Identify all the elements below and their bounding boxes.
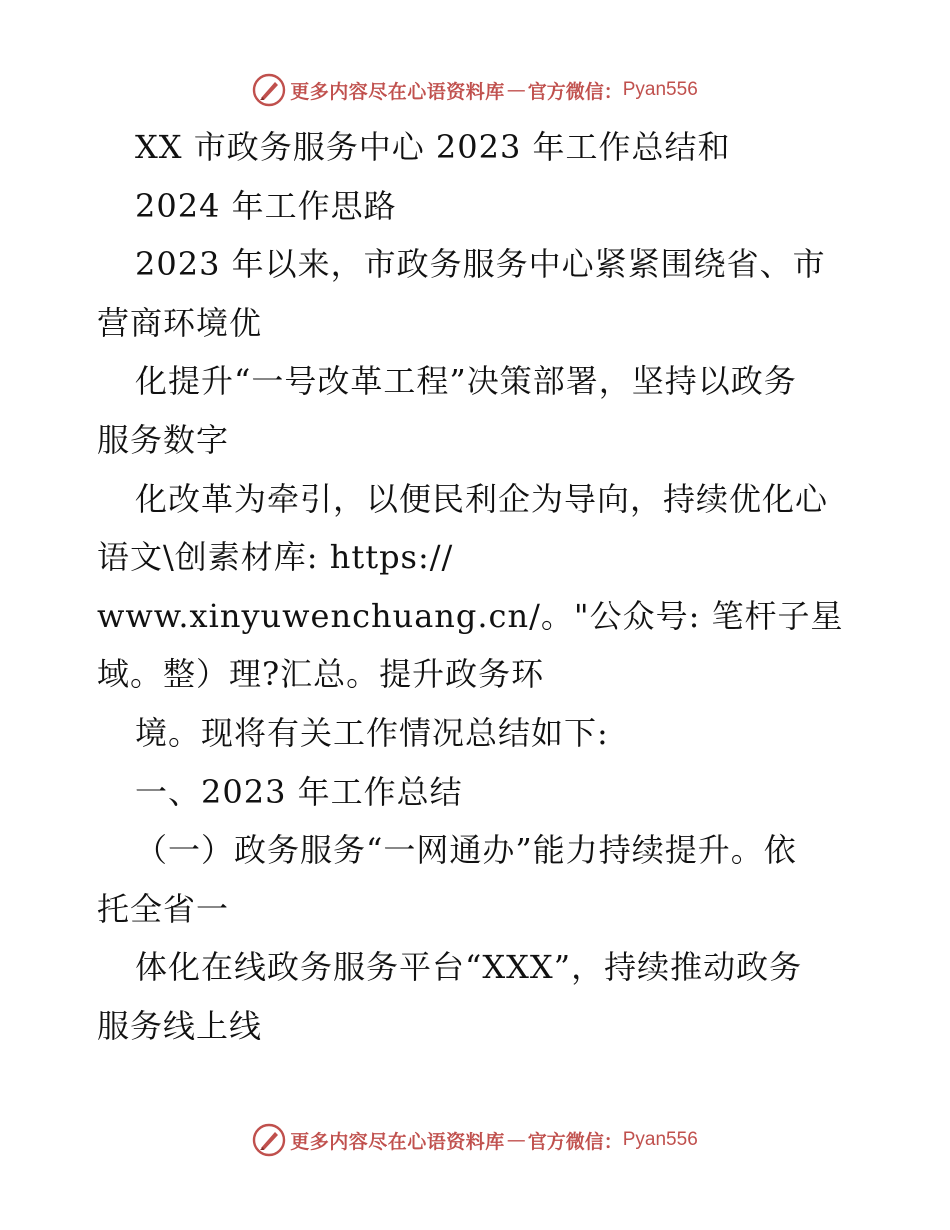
header-watermark-banner (0, 70, 950, 110)
banner-wechat-id: Pyan556 (622, 1129, 698, 1150)
text-line: 化提升“一号改革工程”决策部署，坚持以政务 (135, 362, 797, 401)
header-banner-inner (252, 73, 698, 107)
text-line: 体化在线政务服务平台“XXX”，持续推动政务 (135, 948, 803, 987)
footer-watermark-banner (0, 1120, 950, 1160)
banner-text: 更多内容尽在心语资料库 (290, 1130, 505, 1153)
text-line: 境。现将有关工作情况总结如下: (135, 713, 609, 752)
text-line: 域。整）理?汇总。提升政务环 (97, 655, 545, 694)
footer-banner-inner (252, 1123, 698, 1157)
pen-logo-icon (252, 1123, 286, 1157)
text-line: 语文\创素材库: https:// (97, 538, 454, 577)
text-line: XX 市政务服务中心 2023 年工作总结和 (135, 128, 731, 166)
text-line: 化改革为牵引，以便民利企为导向，持续优化心 (135, 479, 829, 518)
text-line: 2024 年工作思路 (135, 186, 397, 225)
text-line: www.xinyuwenchuang.cn/。"公众号: 笔杆子星 (97, 596, 844, 635)
document-body (97, 118, 877, 1056)
text-line: 托全省一 (97, 889, 230, 928)
text-line: 服务数字 (97, 420, 230, 459)
banner-label: 官方微信： (527, 1130, 623, 1153)
banner-separator: — (506, 79, 526, 101)
text-line: 2023 年以来，市政务服务中心紧紧围绕省、市 (135, 245, 826, 284)
text-line: （一）政务服务“一网通办”能力持续提升。依 (135, 831, 797, 870)
text-line: 服务线上线 (97, 1006, 263, 1045)
banner-wechat-id: Pyan556 (622, 79, 698, 100)
pen-logo-icon (252, 73, 286, 107)
banner-text: 更多内容尽在心语资料库 (290, 80, 505, 103)
text-line: 营商环境优 (97, 303, 263, 342)
section-heading: 一、2023 年工作总结 (135, 772, 463, 811)
banner-label: 官方微信： (527, 80, 623, 103)
banner-separator: — (506, 1129, 526, 1151)
